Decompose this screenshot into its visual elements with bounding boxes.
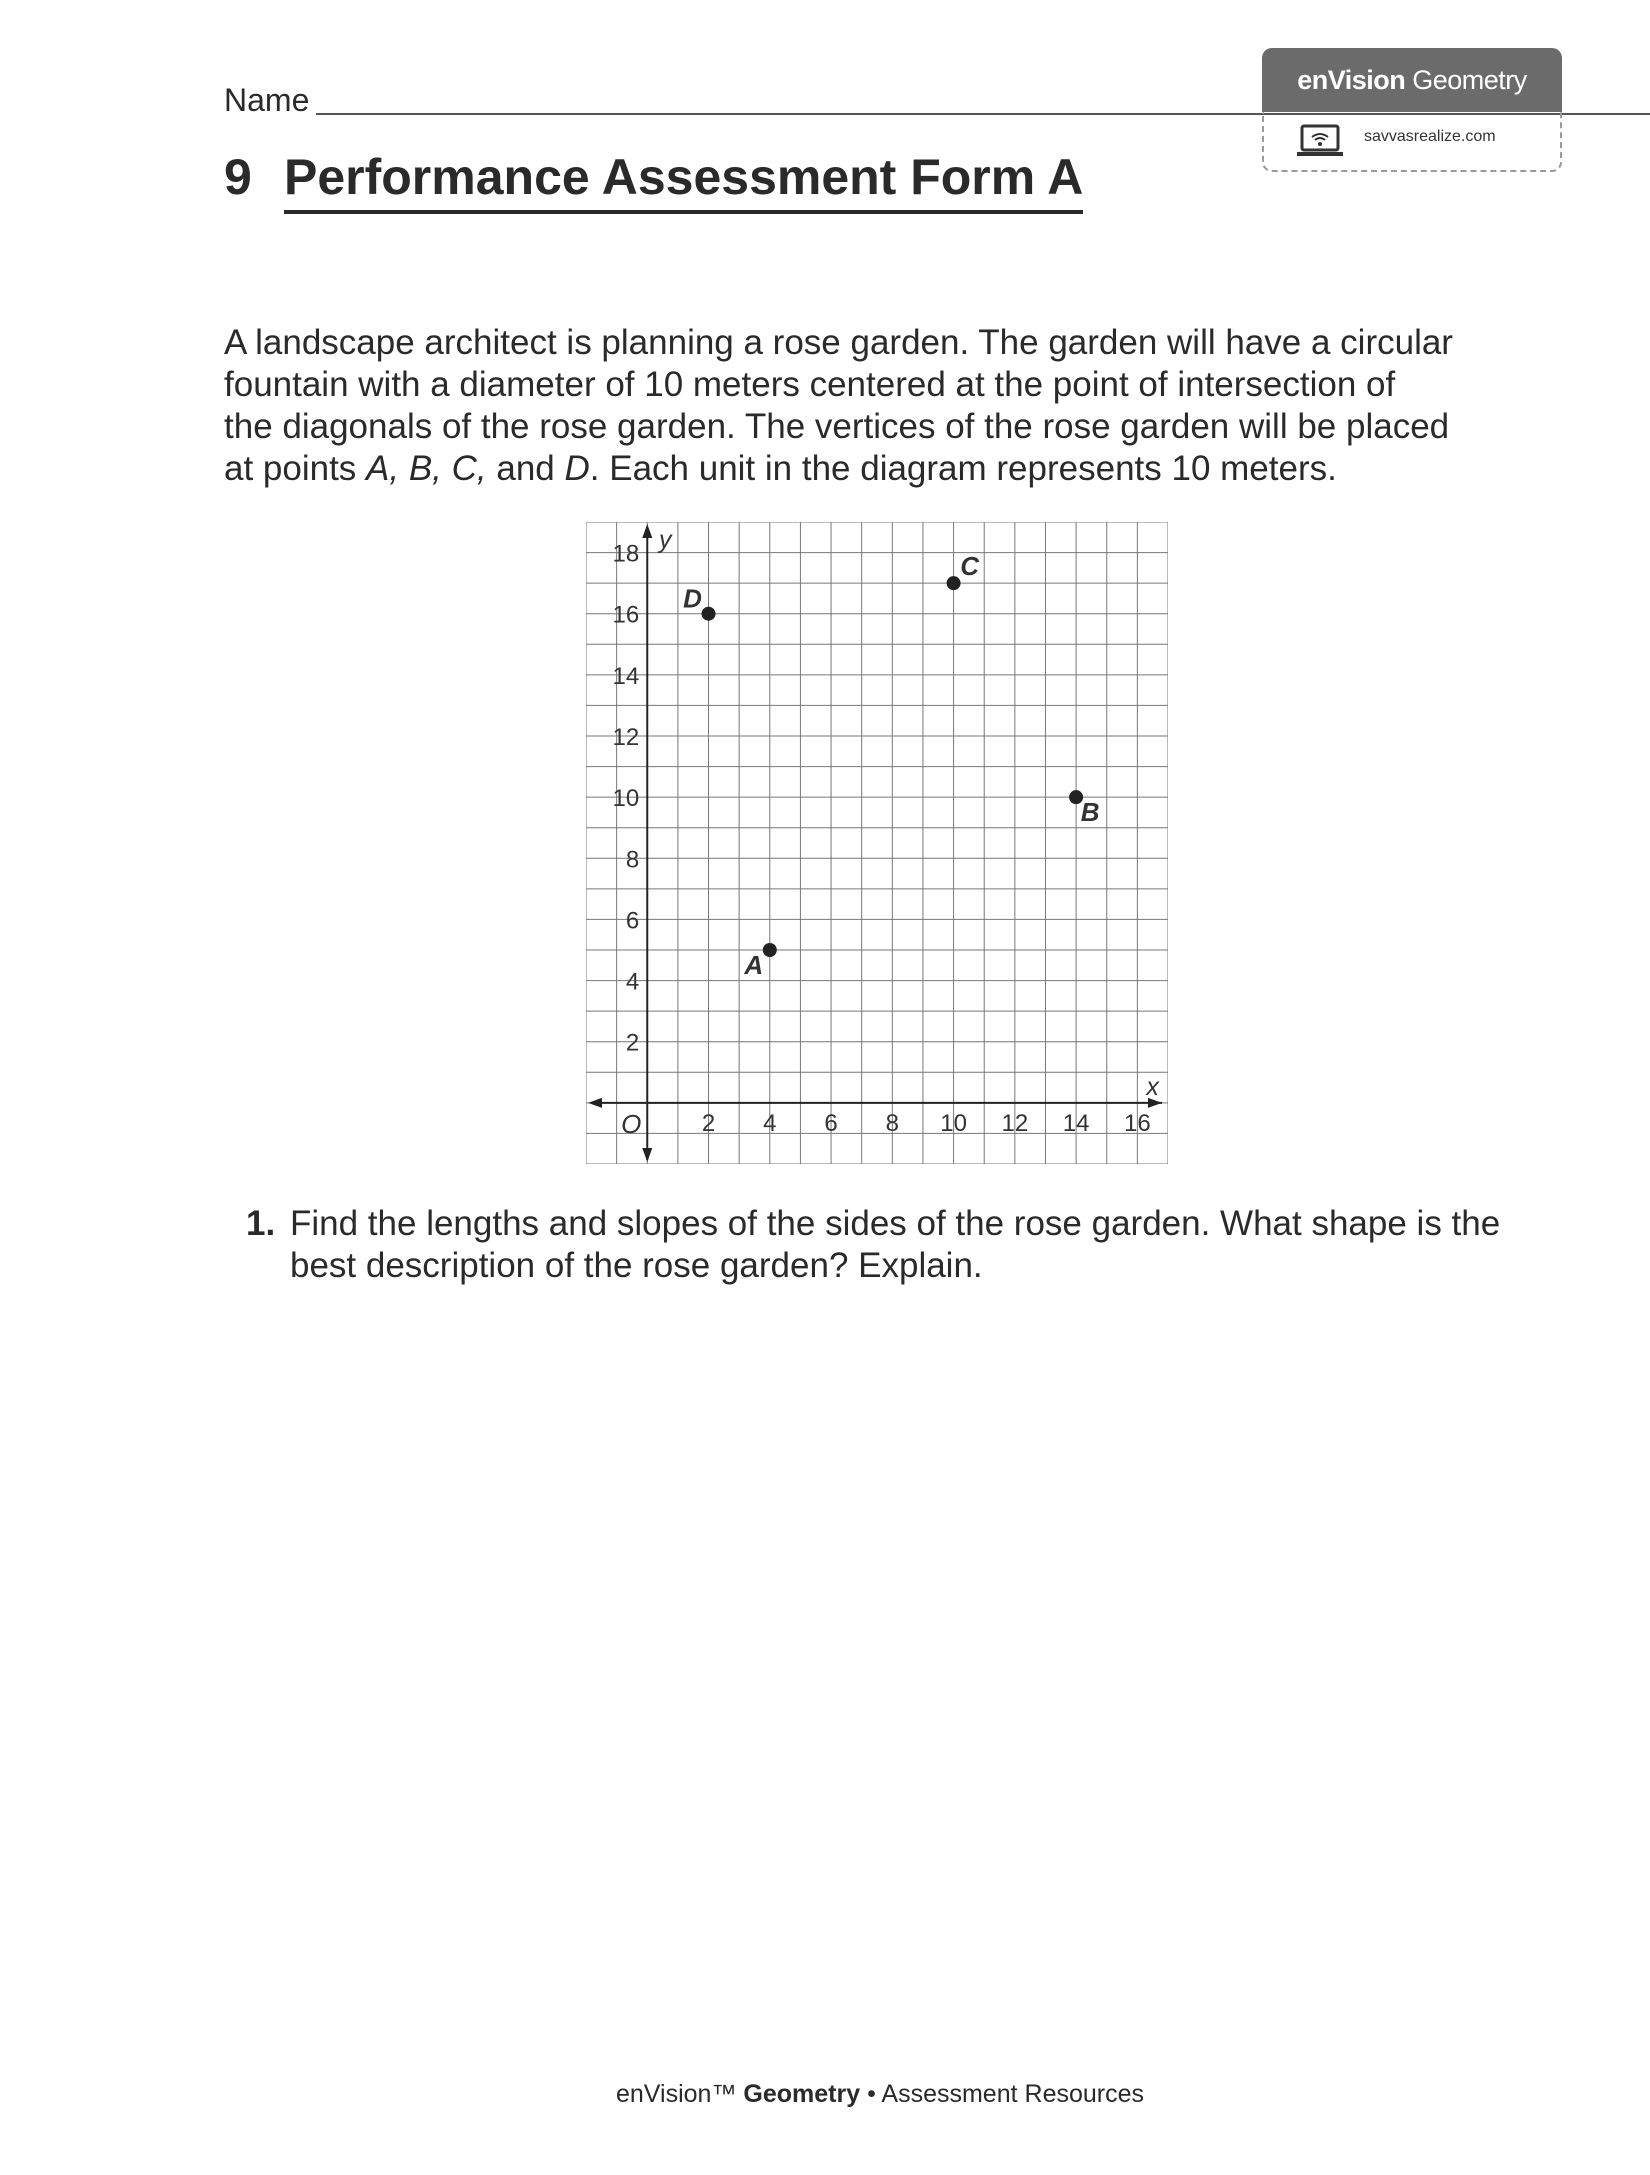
question-line-1: Find the lengths and slopes of the sides of the rose garden. What shape is the — [290, 1204, 1501, 1243]
point-c-marker — [947, 576, 961, 590]
footer-resources: Assessment Resources — [881, 2080, 1145, 2108]
coordinate-grid — [586, 522, 1168, 1164]
x-tick-label: 10 — [940, 1109, 967, 1137]
y-tick-label: 10 — [612, 785, 640, 813]
intro-line-3: the diagonals of the rose garden. The vertices of the rose garden will be placed — [224, 407, 1450, 446]
point-d-label: D — [683, 583, 702, 614]
point-a-marker — [763, 943, 777, 957]
x-tick-label: 2 — [701, 1109, 716, 1137]
name-label: Name — [224, 82, 310, 118]
point-b-label: B — [1080, 797, 1100, 828]
brand-subject: Geometry — [1412, 65, 1527, 95]
y-tick-label: 2 — [625, 1029, 640, 1057]
question-text — [290, 1203, 1516, 1287]
tick-labels — [613, 526, 1161, 1139]
x-axis-arrow-left — [588, 1098, 602, 1108]
point-d: D — [564, 449, 590, 488]
question-line-2: best description of the rose garden? Explain. — [290, 1246, 983, 1285]
y-tick-label: 16 — [612, 601, 640, 629]
brand-site-box — [1262, 112, 1562, 172]
footer-subject: Geometry — [743, 2080, 861, 2108]
point-a-label: A — [744, 950, 764, 980]
y-axis-arrow-down — [642, 1148, 652, 1162]
intro-line-4 — [224, 448, 1484, 490]
question-1 — [246, 1203, 1516, 1287]
brand-prefix: enVision — [1297, 65, 1406, 95]
site-url[interactable]: savvasrealize.com — [1364, 128, 1496, 145]
title-text: Performance Assessment Form A — [284, 148, 1083, 214]
x-tick-label: 14 — [1062, 1109, 1090, 1137]
intro-line-4-and: and — [486, 449, 565, 488]
x-tick-label: 4 — [763, 1109, 777, 1137]
footer-separator: • — [867, 2080, 876, 2108]
intro-line-4-end: . Each unit in the diagram represents 10 meters. — [589, 449, 1337, 488]
intro-paragraph — [224, 322, 1484, 490]
y-axis-label: y — [659, 526, 672, 554]
x-tick-label: 12 — [1001, 1109, 1029, 1137]
brand-logo — [1262, 48, 1562, 112]
x-tick-label: 6 — [824, 1109, 838, 1137]
x-tick-label: 8 — [885, 1109, 899, 1137]
data-points — [683, 551, 1099, 980]
origin-label: O — [621, 1108, 642, 1139]
intro-line-4-start: at points — [224, 449, 367, 488]
point-d-marker — [702, 607, 716, 621]
y-tick-label: 18 — [612, 540, 640, 568]
point-c-label: C — [960, 551, 979, 582]
y-tick-label: 4 — [625, 968, 640, 996]
footer-brand: enVision™ — [615, 2080, 737, 2108]
chapter-number: 9 — [224, 149, 252, 205]
page-title — [224, 148, 1083, 214]
intro-line-1: A landscape architect is planning a rose garden. The garden will have a circular — [224, 323, 1453, 362]
y-tick-label: 8 — [625, 846, 640, 874]
x-axis-label: x — [1146, 1072, 1159, 1101]
question-number: 1. — [246, 1204, 276, 1243]
grid-lines — [586, 522, 1168, 1164]
points-abc: A, B, C, — [366, 449, 487, 488]
y-axis-arrow-up — [642, 524, 652, 538]
x-tick-label: 16 — [1124, 1109, 1151, 1137]
brand-box — [1262, 48, 1562, 172]
y-tick-label: 14 — [612, 662, 640, 690]
y-tick-label: 6 — [625, 907, 640, 935]
intro-line-2: fountain with a diameter of 10 meters centered at the point of intersection of — [224, 365, 1396, 404]
footer — [0, 2080, 1650, 2109]
y-tick-label: 12 — [612, 724, 640, 751]
laptop-icon — [1296, 124, 1344, 160]
